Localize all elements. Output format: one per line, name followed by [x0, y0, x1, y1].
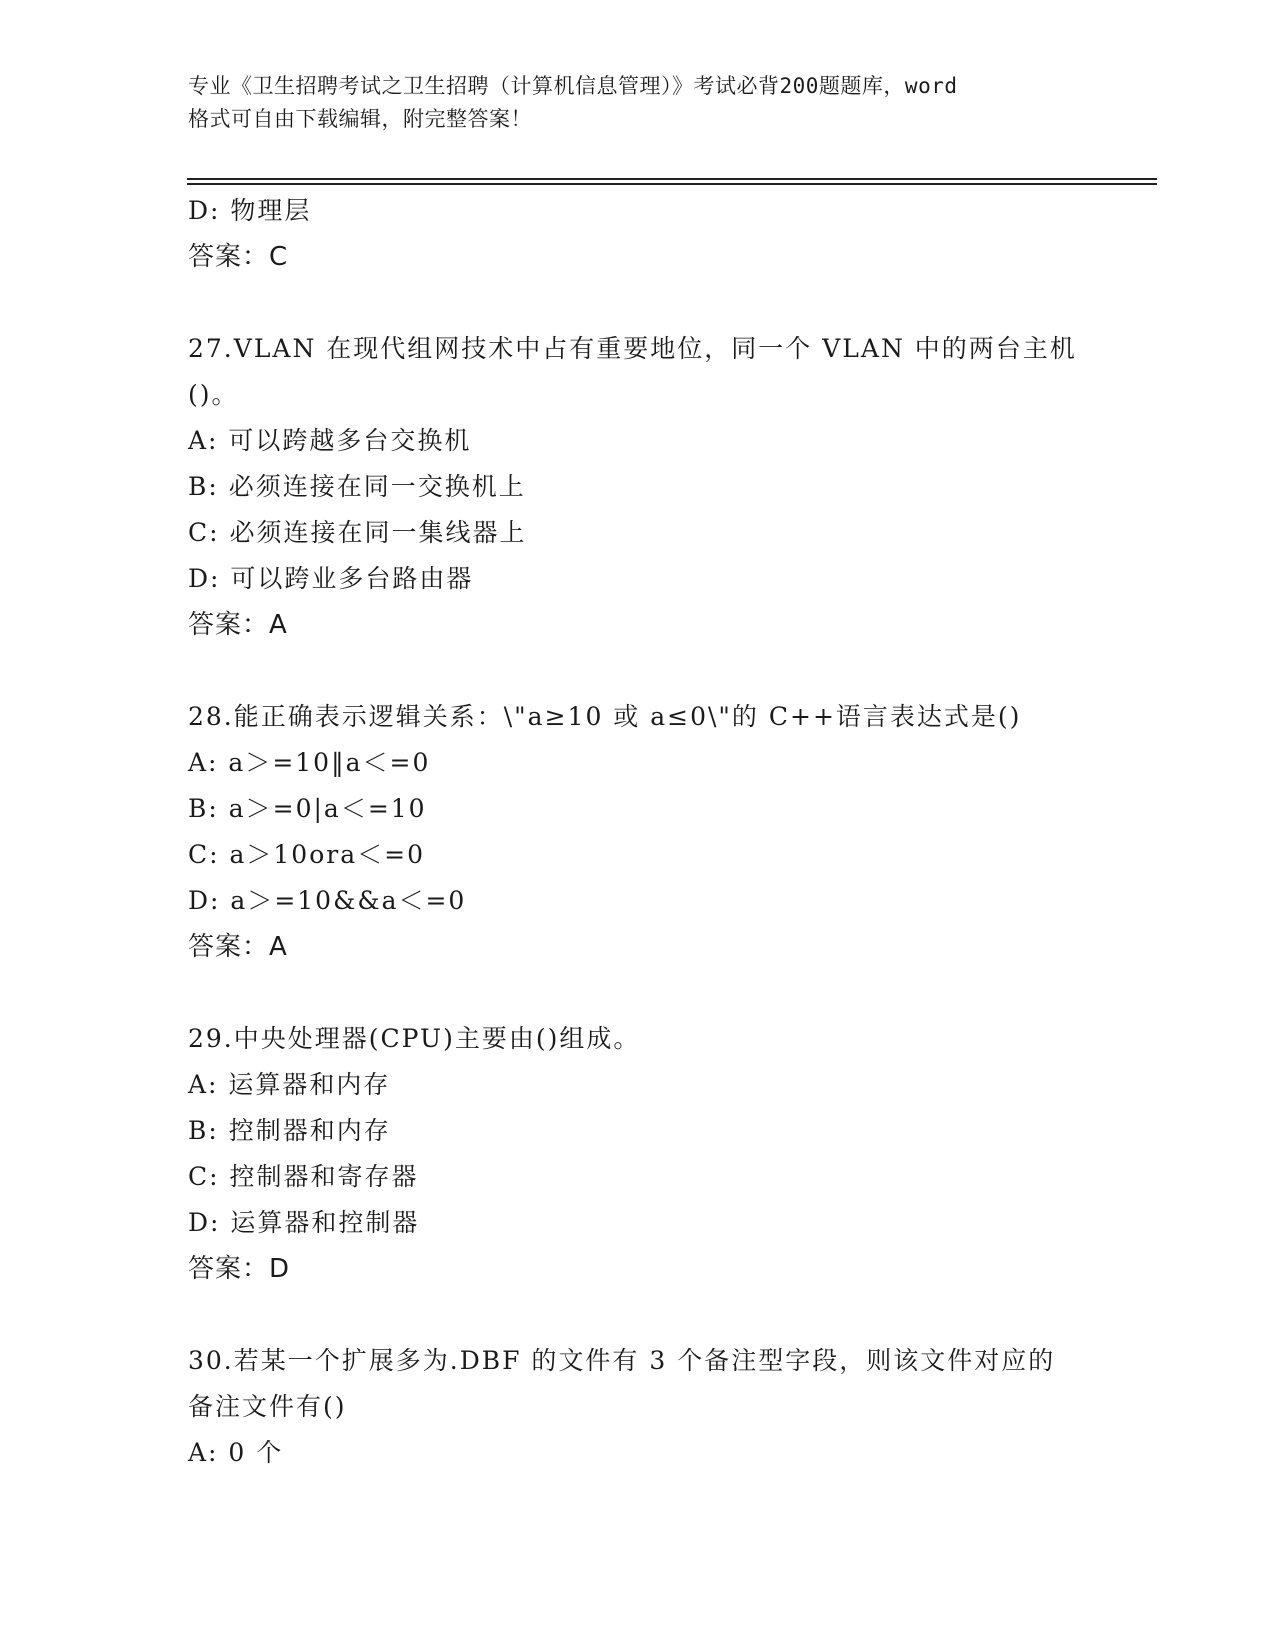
option-a: A: a＞=10‖a＜=0: [188, 748, 431, 777]
question-stem-continued: ()。: [188, 380, 239, 409]
option-a: A: 运算器和内存: [188, 1070, 391, 1099]
answer-label: 答案：D: [188, 1254, 291, 1284]
question-29: [188, 1016, 1128, 1292]
spacer: [188, 1292, 1128, 1338]
answer-label: 答案：C: [188, 242, 289, 272]
question-stem: 28.能正确表示逻辑关系：\"a≥10 或 a≤0\"的 C++语言表达式是(): [188, 702, 1022, 731]
option-b: B: 控制器和内存: [188, 1116, 391, 1145]
header-divider-top: [187, 178, 1157, 180]
option-c: C: 控制器和寄存器: [188, 1162, 419, 1191]
option-c: C: 必须连接在同一集线器上: [188, 518, 527, 547]
option-d: D: 运算器和控制器: [188, 1208, 420, 1237]
header-title-line-1: 专业《卫生招聘考试之卫生招聘（计算机信息管理）》考试必背200题题库，word: [188, 74, 958, 98]
question-stem: 30.若某一个扩展多为.DBF 的文件有 3 个备注型字段，则该文件对应的: [188, 1346, 1056, 1375]
spacer: [188, 280, 1128, 326]
document-body: [188, 188, 1128, 1476]
question-stem: 29.中央处理器(CPU)主要由()组成。: [188, 1024, 641, 1053]
spacer: [188, 970, 1128, 1016]
option-d: D: a＞=10&&a＜=0: [188, 886, 467, 915]
option-a: A: 可以跨越多台交换机: [188, 426, 472, 455]
option-d: D: 可以跨业多台路由器: [188, 564, 474, 593]
question-stem-continued: 备注文件有(): [188, 1392, 347, 1421]
option-b: B: a＞=0|a＜=10: [188, 794, 427, 823]
question-27: [188, 326, 1128, 648]
option-a: A: 0 个: [188, 1438, 284, 1467]
question-stem: 27.VLAN 在现代组网技术中占有重要地位，同一个 VLAN 中的两台主机: [188, 334, 1077, 363]
question-30: [188, 1338, 1128, 1476]
option-c: C: a＞10ora＜=0: [188, 840, 425, 869]
answer-label: 答案：A: [188, 932, 288, 962]
header-title-line-2: 格式可自由下载编辑，附完整答案！: [188, 107, 532, 131]
question-26-tail: [188, 188, 1128, 280]
question-28: [188, 694, 1128, 970]
header-divider-bottom: [187, 183, 1157, 185]
document-header: [188, 70, 1108, 136]
option-b: B: 必须连接在同一交换机上: [188, 472, 526, 501]
option-d: D: 物理层: [188, 196, 312, 225]
spacer: [188, 648, 1128, 694]
answer-label: 答案：A: [188, 610, 288, 640]
